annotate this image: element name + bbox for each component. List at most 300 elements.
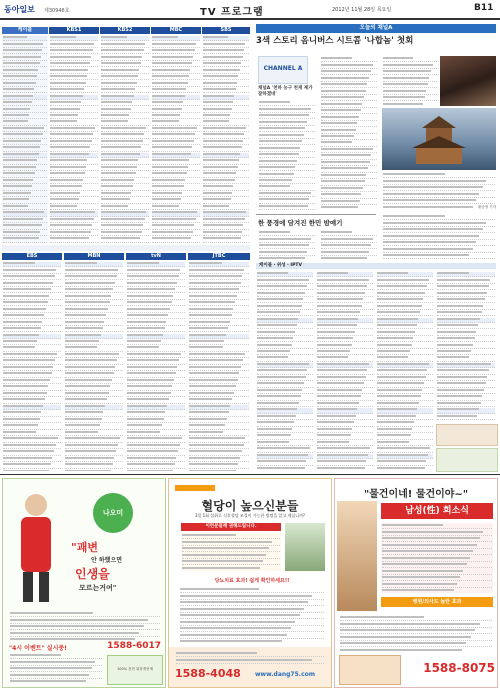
text-line-placeholder xyxy=(321,251,369,253)
listing-line xyxy=(101,198,149,203)
listing-line xyxy=(259,153,315,158)
text-line-placeholder xyxy=(382,576,460,578)
listing-line xyxy=(127,385,185,390)
listing-line xyxy=(189,282,249,287)
text-line-placeholder xyxy=(3,95,33,97)
listing-line xyxy=(182,560,280,565)
text-line-placeholder xyxy=(257,305,302,307)
text-line-placeholder xyxy=(50,56,91,58)
listing-line xyxy=(127,470,185,471)
listing-line xyxy=(127,359,185,364)
text-line-placeholder xyxy=(3,327,41,329)
listing-line xyxy=(321,257,377,260)
text-line-placeholder xyxy=(189,424,225,426)
text-line-placeholder xyxy=(437,337,475,339)
listing-line xyxy=(259,231,315,236)
listing-line xyxy=(321,180,377,185)
listing-line xyxy=(321,109,377,114)
text-line-placeholder xyxy=(321,200,360,202)
text-line-placeholder xyxy=(317,454,368,456)
listing-line xyxy=(10,619,160,624)
listing-line xyxy=(3,457,61,462)
listing-line xyxy=(127,450,185,455)
listing-line xyxy=(321,167,377,172)
listing-line xyxy=(189,463,249,468)
listing-line xyxy=(65,359,123,364)
listing-line xyxy=(382,550,492,555)
listing-line xyxy=(382,589,492,593)
text-line-placeholder xyxy=(3,295,49,297)
text-line-placeholder xyxy=(383,193,479,195)
listing-line xyxy=(437,389,495,394)
text-line-placeholder xyxy=(259,185,290,187)
listing-line xyxy=(383,215,495,220)
listing-line xyxy=(127,418,185,423)
listing-line xyxy=(317,350,373,355)
text-line-placeholder xyxy=(65,457,114,459)
text-line-placeholder xyxy=(127,334,163,336)
text-line-placeholder xyxy=(317,467,365,469)
listing-line xyxy=(127,269,185,274)
text-line-placeholder xyxy=(257,369,307,371)
text-line-placeholder xyxy=(203,82,237,84)
ad-right-badge: 병원/의사도 놀란 효과 xyxy=(381,597,493,607)
listing-line xyxy=(382,583,492,588)
text-line-placeholder xyxy=(321,83,367,85)
text-line-placeholder xyxy=(152,211,197,213)
text-line-placeholder xyxy=(317,428,352,430)
text-line-placeholder xyxy=(377,434,411,436)
listing-line xyxy=(259,244,315,249)
text-line-placeholder xyxy=(189,366,241,368)
listing-line xyxy=(259,134,315,139)
listing-line xyxy=(3,385,61,390)
listing-line xyxy=(65,457,123,462)
listing-line xyxy=(203,95,249,100)
listing-line xyxy=(10,674,102,679)
text-line-placeholder xyxy=(3,166,36,168)
listing-line xyxy=(189,444,249,449)
text-line-placeholder xyxy=(203,62,241,64)
text-line-placeholder xyxy=(257,402,299,404)
listing-line xyxy=(101,231,149,236)
listing-line xyxy=(3,127,47,132)
text-line-placeholder xyxy=(189,334,226,336)
text-line-placeholder xyxy=(377,318,418,320)
text-line-placeholder xyxy=(317,421,354,423)
text-line-placeholder xyxy=(152,192,182,194)
text-line-placeholder xyxy=(437,408,479,410)
listing-line xyxy=(3,288,61,293)
listing-line xyxy=(437,292,495,297)
text-line-placeholder xyxy=(50,88,84,90)
listing-line xyxy=(127,392,185,397)
listing-line xyxy=(317,428,373,433)
page-number: B11 xyxy=(474,3,494,13)
text-line-placeholder xyxy=(10,674,89,676)
listing-line xyxy=(101,75,149,80)
listing-line xyxy=(50,205,98,210)
text-line-placeholder xyxy=(65,424,100,426)
text-line-placeholder xyxy=(203,166,238,168)
listing-line xyxy=(257,311,313,316)
ad-left-brand: 나오미 xyxy=(93,493,133,533)
text-line-placeholder xyxy=(127,385,172,387)
text-line-placeholder xyxy=(317,350,350,352)
listing-line xyxy=(257,298,313,303)
listing-line xyxy=(101,172,149,177)
text-line-placeholder xyxy=(182,547,269,549)
listing-line xyxy=(377,279,433,284)
text-line-placeholder xyxy=(257,350,290,352)
text-line-placeholder xyxy=(65,392,109,394)
listing-line xyxy=(127,340,185,345)
listing-line xyxy=(203,49,249,54)
text-line-placeholder xyxy=(3,185,32,187)
listing-line xyxy=(152,185,200,190)
text-line-placeholder xyxy=(180,640,282,642)
listing-line xyxy=(382,524,492,529)
text-line-placeholder xyxy=(382,563,467,565)
text-line-placeholder xyxy=(127,308,170,310)
listing-line xyxy=(377,415,433,420)
text-line-placeholder xyxy=(3,463,51,465)
text-line-placeholder xyxy=(383,83,428,85)
listing-line xyxy=(101,69,149,74)
text-line-placeholder xyxy=(189,379,238,381)
listing-line xyxy=(65,470,123,471)
listing-line xyxy=(257,421,313,426)
text-line-placeholder xyxy=(437,311,482,313)
text-line-placeholder xyxy=(257,318,298,320)
listing-line xyxy=(50,133,98,138)
listing-column-jtbc xyxy=(188,261,250,471)
text-line-placeholder xyxy=(189,327,228,329)
text-line-placeholder xyxy=(152,108,182,110)
listing-line xyxy=(377,344,433,349)
cable-list-3 xyxy=(376,271,434,471)
text-line-placeholder xyxy=(10,680,86,682)
listing-line xyxy=(101,159,149,164)
text-line-placeholder xyxy=(203,120,229,122)
channel-header-kbs2: KBS2 xyxy=(100,27,150,34)
listing-line xyxy=(203,185,249,190)
listing-line xyxy=(203,69,249,74)
listing-line xyxy=(127,431,185,436)
listing-line xyxy=(377,447,433,452)
text-line-placeholder xyxy=(101,146,141,148)
listing-line xyxy=(3,269,61,274)
text-line-placeholder xyxy=(50,133,93,135)
text-line-placeholder xyxy=(437,298,485,300)
text-line-placeholder xyxy=(317,389,362,391)
listing-line xyxy=(65,379,123,384)
listing-line xyxy=(3,36,47,41)
listing-line xyxy=(257,447,313,452)
text-line-placeholder xyxy=(377,363,429,365)
listing-line xyxy=(65,418,123,423)
listing-line xyxy=(101,140,149,145)
listing-line xyxy=(317,376,373,381)
listing-line xyxy=(203,133,249,138)
listing-line xyxy=(127,288,185,293)
listing-line xyxy=(377,460,433,465)
listing-line xyxy=(10,680,102,683)
text-line-placeholder xyxy=(65,262,97,264)
listing-line xyxy=(189,321,249,326)
listing-line xyxy=(3,379,61,384)
listing-column-kbs1 xyxy=(49,35,99,243)
text-line-placeholder xyxy=(3,62,40,64)
listing-line xyxy=(340,649,492,651)
text-line-placeholder xyxy=(152,43,196,45)
listing-line xyxy=(50,172,98,177)
listing-line xyxy=(127,308,185,313)
listing-line xyxy=(259,108,315,113)
listing-line xyxy=(152,69,200,74)
listing-line xyxy=(127,301,185,306)
listing-line xyxy=(180,588,324,593)
text-line-placeholder xyxy=(152,62,192,64)
text-line-placeholder xyxy=(377,389,422,391)
text-line-placeholder xyxy=(259,153,299,155)
text-line-placeholder xyxy=(377,415,416,417)
listing-line xyxy=(50,36,98,41)
listing-line xyxy=(382,537,492,542)
listing-line xyxy=(65,366,123,371)
listing-line xyxy=(382,544,492,549)
text-line-placeholder xyxy=(152,166,188,168)
text-line-placeholder xyxy=(321,174,366,176)
listing-line xyxy=(383,96,437,101)
text-line-placeholder xyxy=(180,588,259,590)
listing-line xyxy=(203,153,249,158)
listing-line xyxy=(152,198,200,203)
listing-line xyxy=(189,327,249,332)
listing-line xyxy=(437,369,495,374)
listing-line xyxy=(3,218,47,223)
listing-line xyxy=(101,49,149,54)
text-line-placeholder xyxy=(189,385,236,387)
listing-line xyxy=(257,428,313,433)
text-line-placeholder xyxy=(383,103,423,105)
text-line-placeholder xyxy=(383,70,431,72)
listing-line xyxy=(65,437,123,442)
listing-line xyxy=(152,75,200,80)
text-line-placeholder xyxy=(189,321,230,323)
listing-line xyxy=(65,463,123,468)
listing-line xyxy=(3,101,47,106)
text-line-placeholder xyxy=(382,589,454,591)
text-line-placeholder xyxy=(321,257,367,259)
listing-line xyxy=(3,179,47,184)
text-line-placeholder xyxy=(377,376,426,378)
text-line-placeholder xyxy=(127,359,179,361)
text-line-placeholder xyxy=(437,324,478,326)
ad-right-list xyxy=(381,523,493,593)
text-line-placeholder xyxy=(3,411,41,413)
text-line-placeholder xyxy=(203,127,246,129)
text-line-placeholder xyxy=(152,49,195,51)
text-line-placeholder xyxy=(127,437,182,439)
listing-line xyxy=(321,154,377,159)
listing-line xyxy=(383,186,495,191)
text-line-placeholder xyxy=(259,198,309,200)
ad-left[interactable] xyxy=(2,478,166,688)
text-line-placeholder xyxy=(3,385,48,387)
listing-line xyxy=(10,625,160,630)
listing-line xyxy=(50,120,98,125)
text-line-placeholder xyxy=(321,161,370,163)
listing-line xyxy=(317,467,373,471)
listing-line xyxy=(65,275,123,280)
listing-line xyxy=(203,88,249,93)
listing-line xyxy=(340,642,492,647)
text-line-placeholder xyxy=(152,88,186,90)
listing-line xyxy=(259,127,315,132)
text-line-placeholder xyxy=(180,595,312,597)
text-line-placeholder xyxy=(317,434,351,436)
listing-line xyxy=(127,321,185,326)
listing-line xyxy=(259,173,315,178)
listing-line xyxy=(3,133,47,138)
text-line-placeholder xyxy=(182,541,272,543)
ad-middle-headline: 혈당이 높으신분들 xyxy=(201,499,299,513)
text-line-placeholder xyxy=(259,257,305,259)
grid-divider xyxy=(2,245,250,251)
listing-line xyxy=(3,398,61,403)
text-line-placeholder xyxy=(50,114,78,116)
listing-line xyxy=(3,411,61,416)
text-line-placeholder xyxy=(203,159,239,161)
text-line-placeholder xyxy=(182,560,263,562)
text-line-placeholder xyxy=(3,418,40,420)
listing-line xyxy=(127,437,185,442)
listing-line xyxy=(3,153,47,158)
listing-line xyxy=(127,366,185,371)
text-line-placeholder xyxy=(152,95,185,97)
text-line-placeholder xyxy=(189,301,235,303)
text-line-placeholder xyxy=(3,205,28,207)
listing-line xyxy=(65,288,123,293)
listing-line xyxy=(259,140,315,145)
listing-line xyxy=(259,101,315,106)
listing-line xyxy=(317,324,373,329)
listing-line xyxy=(3,437,61,442)
channel-header-cable: 케이블 xyxy=(2,27,48,34)
text-line-placeholder xyxy=(317,363,369,365)
feature-photo xyxy=(440,56,496,106)
listing-line xyxy=(203,43,249,48)
text-line-placeholder xyxy=(377,356,408,358)
story-body-col3 xyxy=(382,214,496,260)
listing-line xyxy=(317,395,373,400)
text-line-placeholder xyxy=(50,43,94,45)
listing-line xyxy=(50,211,98,216)
listing-line xyxy=(65,372,123,377)
listing-line xyxy=(259,147,315,152)
listing-line xyxy=(377,428,433,433)
listing-line xyxy=(65,340,123,345)
listing-line xyxy=(203,82,249,87)
listing-line xyxy=(203,205,249,210)
text-line-placeholder xyxy=(3,224,42,226)
text-line-placeholder xyxy=(101,43,145,45)
listing-line xyxy=(317,344,373,349)
listing-line xyxy=(203,172,249,177)
ad-middle[interactable] xyxy=(168,478,332,688)
text-line-placeholder xyxy=(340,623,480,625)
ad-right[interactable] xyxy=(334,478,498,688)
listing-line xyxy=(65,385,123,390)
ad-left-figure xyxy=(9,487,63,607)
cable-list-2 xyxy=(316,271,374,471)
text-line-placeholder xyxy=(65,431,98,433)
text-line-placeholder xyxy=(65,437,120,439)
listing-line xyxy=(383,254,495,259)
text-line-placeholder xyxy=(189,457,240,459)
listing-line xyxy=(50,75,98,80)
text-line-placeholder xyxy=(152,231,193,233)
text-line-placeholder xyxy=(50,218,94,220)
text-line-placeholder xyxy=(3,366,53,368)
ad-middle-result: 당뇨치료 효과! 쉽게 확인하세요!! xyxy=(214,578,290,584)
text-line-placeholder xyxy=(101,231,142,233)
text-line-placeholder xyxy=(259,108,311,110)
listing-line xyxy=(257,382,313,387)
text-line-placeholder xyxy=(383,228,483,230)
listing-line xyxy=(257,369,313,374)
listing-line xyxy=(321,141,377,146)
text-line-placeholder xyxy=(65,288,113,290)
listing-line xyxy=(437,279,495,284)
text-line-placeholder xyxy=(203,69,240,71)
text-line-placeholder xyxy=(383,222,486,224)
listing-line xyxy=(317,408,373,413)
text-line-placeholder xyxy=(377,272,408,274)
listing-line xyxy=(437,331,495,336)
text-line-placeholder xyxy=(127,450,178,452)
text-line-placeholder xyxy=(152,120,179,122)
text-line-placeholder xyxy=(189,282,241,284)
text-line-placeholder xyxy=(259,173,294,175)
text-line-placeholder xyxy=(259,134,304,136)
listing-line xyxy=(383,173,495,178)
listing-line xyxy=(101,166,149,171)
listing-line xyxy=(101,95,149,100)
listing-line xyxy=(127,398,185,403)
text-line-placeholder xyxy=(127,418,164,420)
listing-line xyxy=(182,554,280,559)
text-line-placeholder xyxy=(152,82,188,84)
listing-line xyxy=(3,82,47,87)
text-line-placeholder xyxy=(152,146,192,148)
listing-line xyxy=(317,285,373,290)
text-line-placeholder xyxy=(382,524,443,526)
listing-line xyxy=(3,211,47,216)
listing-line xyxy=(189,424,249,429)
text-line-placeholder xyxy=(377,441,409,443)
listing-line xyxy=(3,192,47,197)
text-line-placeholder xyxy=(3,346,35,348)
text-line-placeholder xyxy=(383,248,473,250)
feature-kicker: 오늘의 채널A xyxy=(256,24,496,33)
listing-line xyxy=(50,179,98,184)
text-line-placeholder xyxy=(65,444,118,446)
small-ad-1 xyxy=(436,424,498,446)
text-line-placeholder xyxy=(437,389,484,391)
listing-line xyxy=(377,363,433,368)
